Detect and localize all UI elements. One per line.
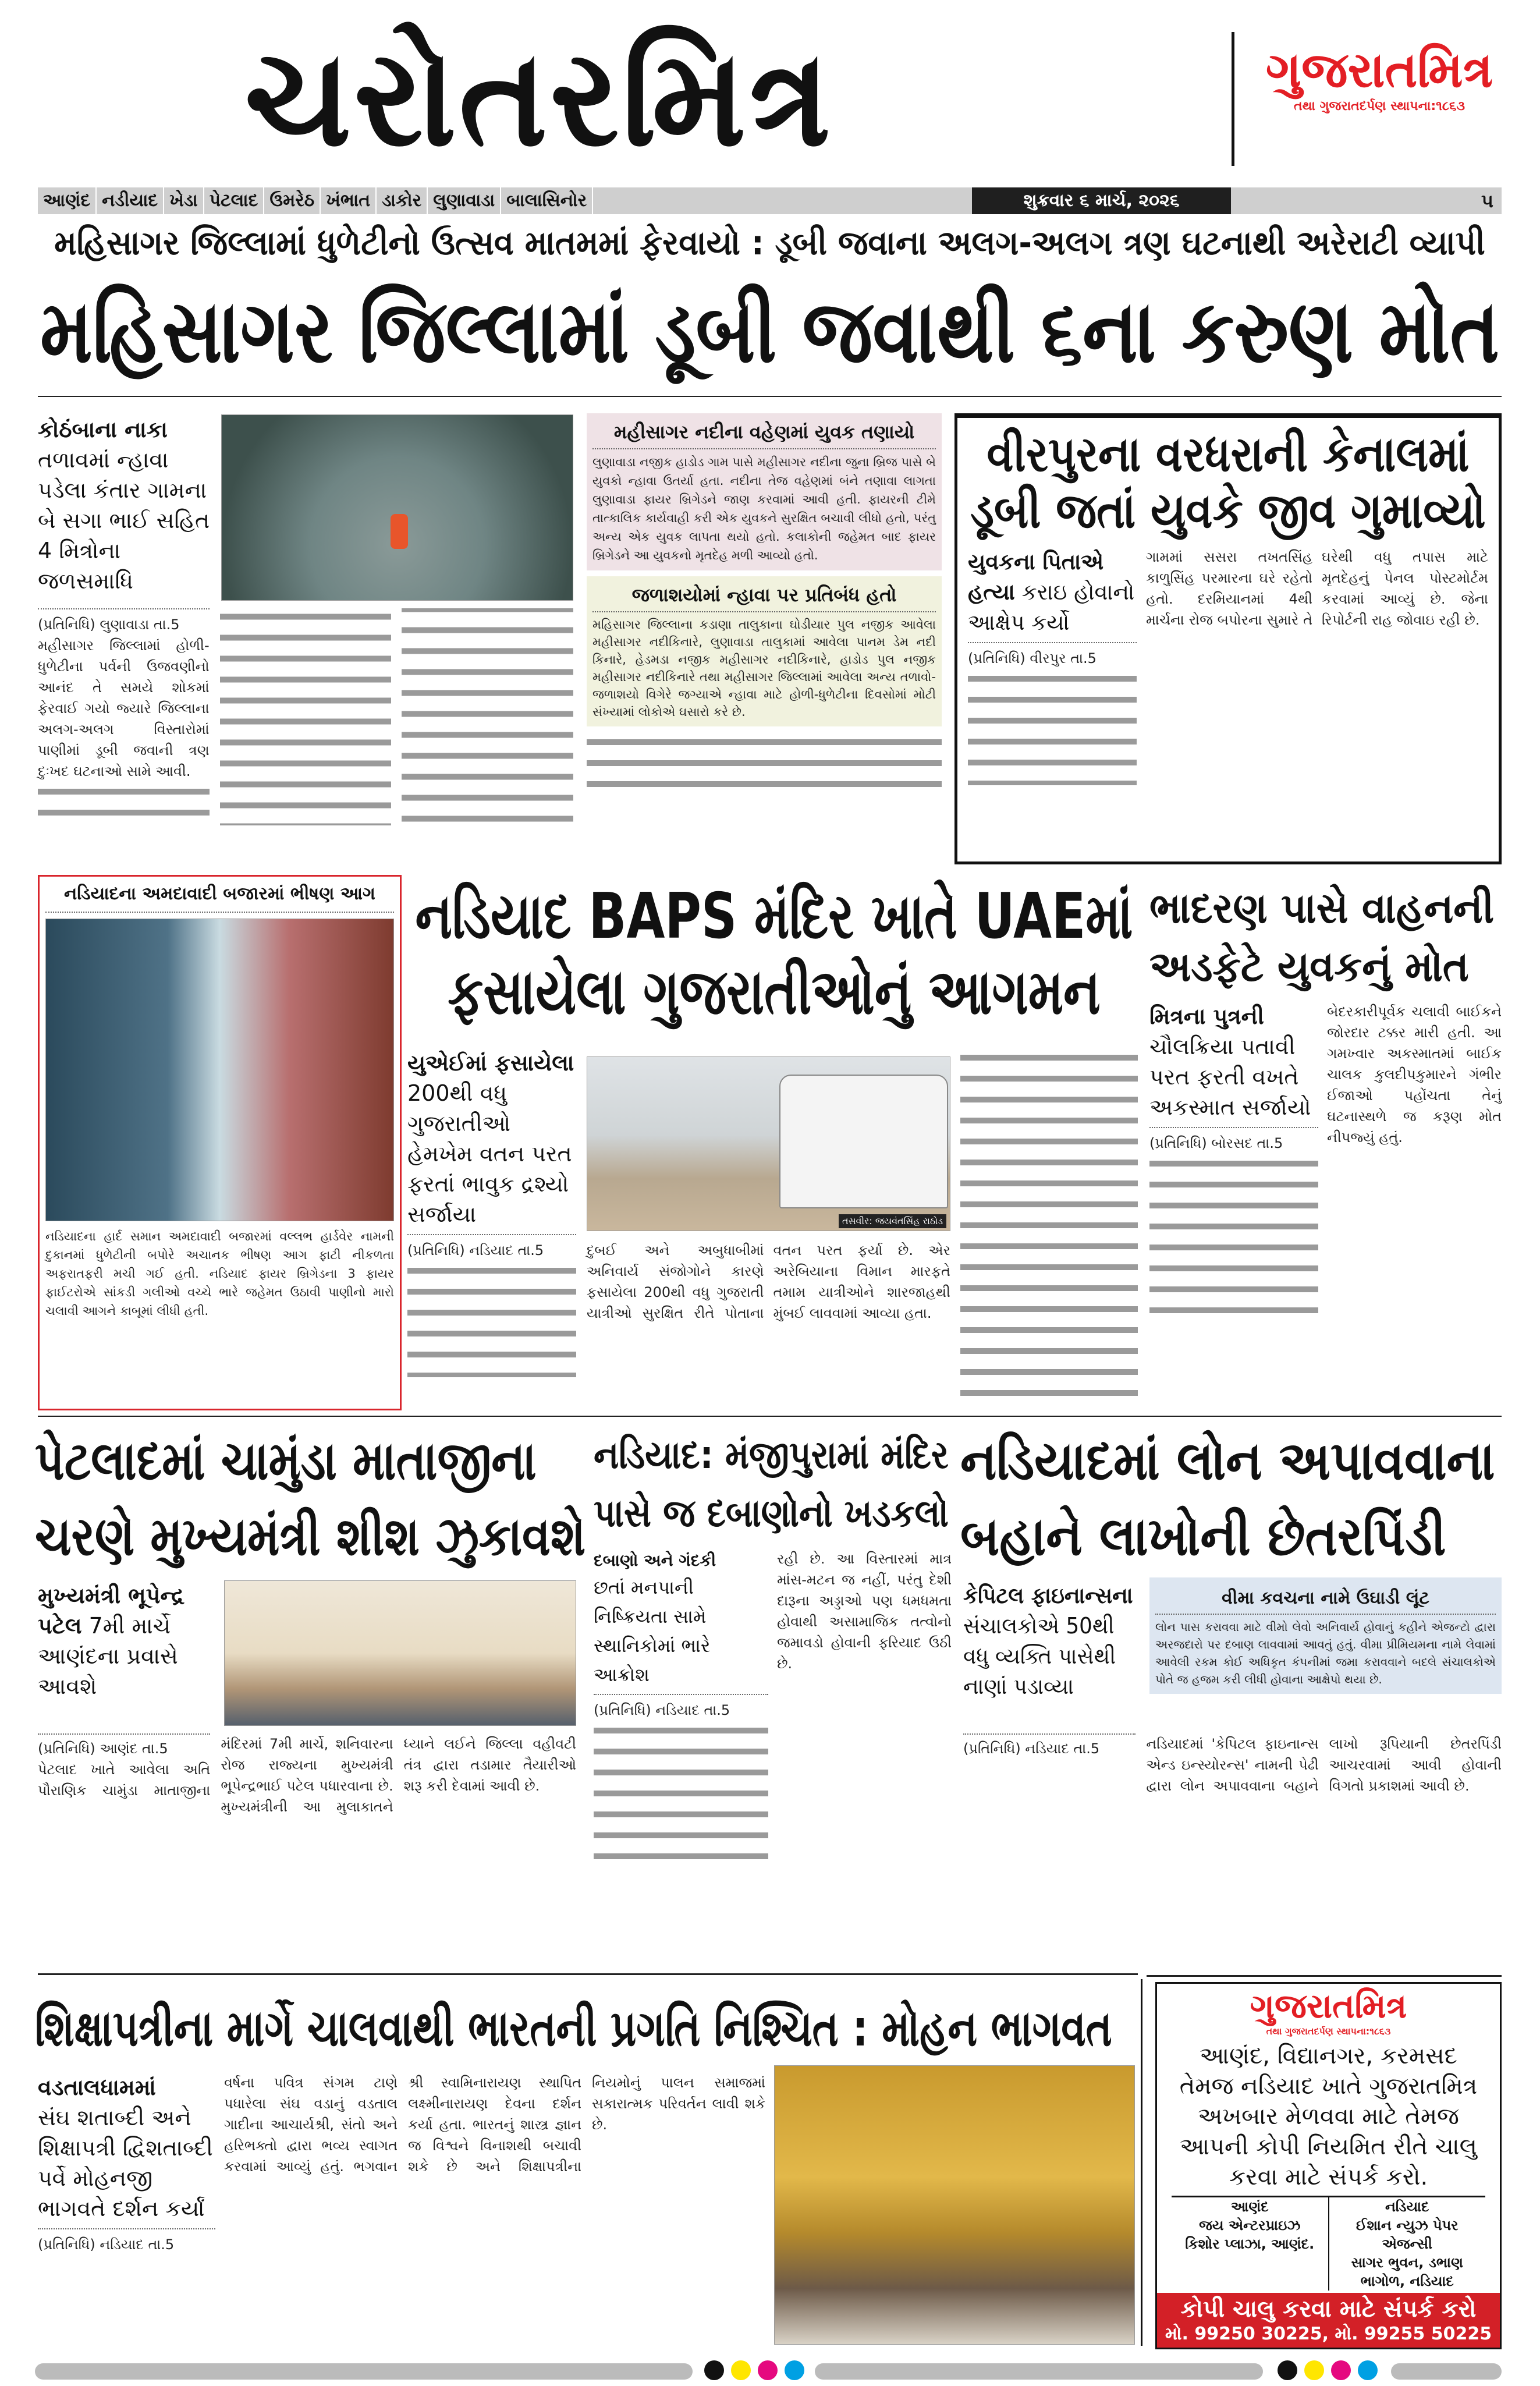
deck-bold: યુવકના પિતાએ હત્યા	[968, 549, 1104, 605]
dotted-rule	[963, 1733, 1136, 1735]
deck-bold: કોઠંબાના નાકા	[38, 417, 168, 442]
bhagwat-deck	[38, 2072, 215, 2255]
ad-logo-tagline: તથા ગુજરાતદર્પણ સ્થાપના:૧૮૬૩	[1266, 2026, 1391, 2037]
agent-address: કિશોર પ્લાઝા, આણંદ.	[1185, 2236, 1315, 2252]
insurance-box	[1149, 1577, 1502, 1694]
virpur-article	[954, 413, 1502, 864]
box-body: લોન પાસ કરાવવા માટે વીમો લેવો અનિવાર્ય હોવાનું કહીને એજન્ટો દ્વારા અરજદારો પર દબાણ લાવવામાં આવતું હતું. વીમા પ્રીમિયમના નામે લેવામાં આવેલી રકમ કોઈ અધિકૃત કંપનીમાં જમા કરાવવાને બદલે સંચાલકોએ પોતે જ હજમ કરી લીધી હોવાના આક્ષેપો થયા છે.	[1155, 1620, 1496, 1686]
yellow-dot	[731, 2360, 751, 2380]
box-title: જળાશયોમાં ન્હાવા પર પ્રતિબંધ હતો	[631, 584, 897, 606]
dotted-rule	[1149, 1127, 1318, 1128]
box-body: મહિસાગર જિલ્લાના કડાણા તાલુકાના ઘોડીયાર પુલ નજીક આવેલા મહીસાગર નદીકિનારે, લુણાવાડા તાલુકામાં આવેલા પાનમ ડેમ નદી કિનારે, હેડમડા નજીક મહીસાગર નદીકિનારે, હાડોડ પુલ નજીક મહીસાગર નદીકિનારે તથા મહીસાગર જિલ્લામાં આવેલા અન્ય તળાવો-જળાશયો વિગેરે જગ્યાએ ન્હાવા માટે હોળી-ધુળેટીના દિવસોમાં મોટી સંખ્યામાં લોકોએ ઘસારો કરે છે.	[592, 618, 936, 719]
nav-item-lunawada[interactable]: લુણાવાડા	[428, 187, 501, 214]
lead-kicker: મહિસાગર જિલ્લામાં ધુળેટીનો ઉત્સવ માતમમાં ફેરવાયો : ડૂબી જવાના અલગ-અલગ ત્રણ ઘટનાથી અરેરાટી વ્યાપી	[54, 223, 1485, 263]
bus-shape	[779, 1075, 948, 1208]
story-body: મહીસાગર જિલ્લામાં હોળી-ધુળેટીના પર્વની ઉજવણીનો આનંદ તે સમયે શોકમાં ફેરવાઈ ગયો જ્યારે જિલ્લાના અલગ-અલગ વિસ્તારોમાં પાણીમાં ડૂબી જવાની ત્રણ દુઃખદ ઘટનાઓ સામે આવી.	[38, 637, 210, 779]
box-river	[587, 413, 942, 570]
deck-text: તળાવમાં ન્હાવા પડેલા કંતાર ગામના બે સગા ભાઈ સહિત 4 મિત્રોના જળસમાધિ	[38, 447, 210, 594]
dateline: (પ્રતિનિધિ) લુણાવાડા તા.5	[38, 616, 180, 633]
dotted-rule	[592, 448, 936, 449]
dotted-rule	[38, 1733, 210, 1735]
deck-bold: યુએઈમાં ફસાયેલા	[407, 1050, 574, 1076]
deck-text: છતાં મનપાની નિષ્ક્રિયતા સામે સ્થાનિકોમાં ભારે આક્રોશ	[594, 1576, 711, 1686]
dotted-rule	[38, 2228, 215, 2229]
article-title: નડિયાદના અમદાવાદી બજારમાં ભીષણ આગ	[64, 884, 375, 904]
registration-bar	[35, 2363, 693, 2380]
lake-rescue-photo	[221, 414, 573, 601]
loan-headline: નડિયાદમાં લોન અપાવવાના બહાને લાખોની છેતરપિંડી	[960, 1430, 1495, 1568]
agent-name: ઈશાન ન્યુઝ પેપર એજન્સી	[1356, 2217, 1459, 2252]
agent-nadiad	[1329, 2197, 1486, 2291]
divider	[38, 1973, 1138, 1975]
cyan-dot	[1358, 2360, 1378, 2380]
loan-deck	[963, 1580, 1138, 1701]
loan-body-columns	[963, 1733, 1502, 1796]
box-continuation	[587, 732, 942, 790]
agent-anand	[1172, 2197, 1329, 2291]
body-lines	[1149, 1154, 1318, 1328]
baps-body: દુબઈ અને અબુધાબીમાં અનિવાર્ય સંજોગોને કારણે ફસાયેલા 200થી વધુ ગુજરાતી યાત્રીઓ સુરક્ષિત રીતે પોતાના વતન પરત ફર્યા છે. એર અરેબિયાના વિમાન મારફતે તમામ યાત્રીઓને શારજાહથી મુંબઈ લાવવામાં આવ્યા હતા.	[587, 1242, 950, 1321]
deck-text: કરાઇ હોવાનો આક્ષેપ કર્યો	[968, 579, 1135, 636]
deck-text: 7મી માર્ચે આણંદના પ્રવાસે આવશે	[38, 1613, 178, 1699]
nav-item-petlad[interactable]: પેટલાદ	[204, 187, 265, 214]
ad-text: આણંદ, વિદ્યાનગર, કરમસદ તેમજ નડિયાદ ખાતે ગુજરાતમિત્ર અખબાર મેળવવા માટે તેમજ આપની કોપી નિયમિત રીતે ચાલુ કરવા માટે સંપર્ક કરો.	[1179, 2043, 1478, 2190]
box-ban	[587, 576, 942, 726]
nav-item-dakor[interactable]: ડાકોર	[377, 187, 428, 214]
buses-photo	[587, 1056, 950, 1231]
article-headline: વીરપુરના વરધરાની કેનાલમાં ડૂબી જતાં યુવકે જીવ ગુમાવ્યો	[970, 426, 1486, 539]
agent-name: જય એન્ટરપ્રાઇઝ	[1199, 2217, 1301, 2233]
yellow-dot	[1304, 2360, 1324, 2380]
deck-bold: મિત્રના પુત્રની	[1149, 1004, 1264, 1029]
dateline: (પ્રતિનિધિ) નડિયાદ તા.5	[594, 1702, 730, 1718]
bhagwat-body: વર્ષના પવિત્ર સંગમ ટાણે પધારેલા સંઘ વડાનું વડતાલ ગાદીના આચાર્યશ્રી, સંતો અને હરિભક્તો દ્વારા ભવ્ય સ્વાગત કરવામાં આવ્યું હતું. ભગવાન શ્રી સ્વામિનારાયણ સ્થાપિત લક્ષ્મીનારાયણ દેવના દર્શન કર્યા હતા. ભારતનું શાસ્ત્ર જ્ઞાન જ વિશ્વને વિનાશથી બચાવી શકે છે અને શિક્ષાપત્રીના નિયમોનું પાલન સમાજમાં સકારાત્મક પરિવર્તન લાવી શકે છે.	[224, 2075, 765, 2175]
body-lines	[594, 1721, 768, 1872]
ad-cta: કોપી ચાલુ કરવા માટે સંપર્ક કરો	[1180, 2296, 1477, 2323]
meeting-photo	[224, 1580, 576, 1726]
deck-text: 200થી વધુ ગુજરાતીઓ હેમખેમ વતન પરત ફરતાં ભાવુક દ્રશ્યો સર્જાયા	[407, 1080, 572, 1227]
black-dot	[704, 2360, 724, 2380]
baps-deck	[407, 1048, 576, 1377]
gujaratmitra-logo	[1251, 41, 1507, 114]
subscription-ad	[1155, 1982, 1502, 2349]
baps-body-col	[960, 1048, 1138, 1409]
fire-photo	[45, 919, 394, 1221]
black-dot	[1278, 2360, 1297, 2380]
ad-phones[interactable]: મો. 99250 30225, મો. 99255 50225	[1165, 2324, 1492, 2344]
petlad-headline: પેટલાદમાં ચામુંડા માતાજીના ચરણે મુખ્યમંત્રી શીશ ઝુકાવશે	[35, 1430, 586, 1568]
lead-side-boxes	[587, 413, 942, 790]
dateline: (પ્રતિનિધિ) નડિયાદ તા.5	[407, 1242, 544, 1258]
divider	[38, 396, 1502, 397]
agent-address: સાગર ભુવન, ડભાણ ભાગોળ, નડિયાદ	[1351, 2254, 1463, 2289]
bhadran-headline: ભાદરણ પાસે વાહનની અડફેટે યુવકનું મોત	[1149, 884, 1495, 991]
dateline: (પ્રતિનિધિ) નડિયાદ તા.5	[38, 2236, 175, 2253]
registration-dots-right	[1278, 2360, 1378, 2380]
nav-item-balasinor[interactable]: બાલાસિનોર	[501, 187, 593, 214]
article-body: નડિયાદના હાર્દ સમાન અમદાવાદી બજારમાં વલ્લભ હાર્ડવેર નામની દુકાનમાં ધુળેટીની બપોરે અચાનક ભીષણ આગ ફાટી નીકળતા અફરાતફરી મચી ગઈ હતી. નડિયાદ ફાયર બ્રિગેડના 3 ફાયર ફાઈટરોએ સાંકડી ગલીઓ વચ્ચે ભારે જહેમત ઉઠાવી પાણીનો મારો ચલાવી આગને કાબૂમાં લીધી હતી.	[45, 1229, 394, 1318]
box-title: વીમા કવચના નામે ઉઘાડી લૂંટ	[1222, 1588, 1429, 1608]
rescuer-figure	[391, 514, 408, 549]
dateline: (પ્રતિનિધિ) વીરપુર તા.5	[968, 650, 1097, 667]
temple-photo	[774, 2065, 1135, 2345]
issue-date: શુક્રવાર ૬ માર્ચ, ૨૦૨૬	[972, 187, 1231, 214]
cyan-dot	[785, 2360, 804, 2380]
edition-nav	[38, 187, 1502, 214]
dateline: (પ્રતિનિધિ) બોરસદ તા.5	[1149, 1135, 1283, 1151]
fire-article	[38, 875, 402, 1410]
dotted-rule	[1155, 1614, 1496, 1615]
agent-city: નડિયાદ	[1385, 2199, 1429, 2215]
deck-text: સંઘ શતાબ્દી અને શિક્ષાપત્રી દ્વિશતાબ્દી પર્વે મોહનજી ભાગવતે દર્શન કર્યાં	[38, 2105, 213, 2221]
dotted-rule	[38, 608, 210, 609]
masthead-title: ચરોતરમિત્ર	[244, 21, 833, 176]
registration-bar	[1391, 2363, 1502, 2380]
dotted-rule	[45, 912, 394, 913]
manjipura-body: રહી છે. આ વિસ્તારમાં માત્ર માંસ-મટન જ નહીં, પરંતુ દેશી દારૂના અડ્ડાઓ પણ ધમધમતા હોવાથી અસામાજિક તત્વોનો જમાવડો હોવાની ફરિયાદ ઉઠી છે.	[777, 1551, 952, 1672]
manjipura-deck	[594, 1548, 768, 1872]
dotted-rule	[592, 611, 936, 612]
dateline: (પ્રતિનિધિ) નડિયાદ તા.5	[963, 1740, 1100, 1757]
photo-credit: તસવીર: જયવંતસિંહ રાઠોડ	[839, 1214, 946, 1228]
masthead-divider	[1232, 32, 1234, 166]
lead-headline: મહિસાગર જિલ્લામાં ડૂબી જવાથી ૬ના કરુણ મોત	[40, 281, 1500, 382]
box-body: લુણાવાડા નજીક હાડોડ ગામ પાસે મહીસાગર નદીના જુના બ્રિજ પાસે બે યુવકો ન્હાવા ઉતર્યા હતા. નદીના તેજ વહેણમાં બંને તણાવા લાગતા લુણાવાડા ફાયર બ્રિગેડને જાણ કરવામાં આવી હતી. ફાયરની ટીમે તાત્કાલિક કાર્યવાહી કરી એક યુવકને સુરક્ષિત બચાવી લીધો હતો, પરંતુ અન્ય એક યુવક લાપતા થયો હતો. કલાકોની જહેમત બાદ ફાયર બ્રિગેડને આ યુવકનો મૃતદેહ મળી આવ્યો હતો.	[592, 455, 936, 562]
ad-cta-bar	[1157, 2293, 1500, 2348]
divider-vertical	[1141, 1979, 1142, 2346]
nav-item-umreth[interactable]: ઉમરેઠ	[264, 187, 321, 214]
lead-story-deck	[38, 414, 212, 596]
magenta-dot	[1331, 2360, 1351, 2380]
logo-text: ગુજરાતમિત્ર	[1265, 41, 1493, 98]
divider	[1147, 1975, 1502, 1977]
divider	[38, 1416, 1502, 1417]
dateline: (પ્રતિનિધિ) આણંદ તા.5	[38, 1740, 168, 1757]
dotted-rule	[407, 1234, 576, 1235]
body-lines	[968, 669, 1137, 785]
magenta-dot	[758, 2360, 778, 2380]
agent-city: આણંદ	[1230, 2199, 1269, 2215]
registration-dots-left	[704, 2360, 804, 2380]
deck-bold: મુખ્યમંત્રી ભૂપેન્દ્ર પટેલ	[38, 1583, 184, 1639]
bhadran-deck	[1149, 1001, 1318, 1328]
petlad-deck	[38, 1580, 212, 1701]
nav-item-kheda[interactable]: ખેડા	[164, 187, 204, 214]
deck-bold: કેપિટલ ફાઇનાન્સના	[963, 1583, 1133, 1608]
dotted-rule	[968, 642, 1137, 643]
nav-item-nadiad[interactable]: નડીયાદ	[97, 187, 164, 214]
petlad-body-columns	[38, 1733, 576, 1817]
bhagwat-headline: શિક્ષાપત્રીના માર્ગે ચાલવાથી ભારતની પ્રગતિ નિશ્ચિત : મોહન ભાગવત	[35, 1999, 1112, 2058]
logo-tagline: તથા ગુજરાતદર્પણ સ્થાપના:૧૮૬૩	[1293, 99, 1465, 114]
nav-item-khambhat[interactable]: ખંભાત	[321, 187, 377, 214]
baps-headline: નડિયાદ BAPS મંદિર ખાતે UAEમાં ફસાયેલા ગુજરાતીઓનું આગમન	[415, 880, 1133, 1029]
deck-bold: દબાણો અને ગંદકી	[594, 1551, 716, 1570]
lead-body-columns	[38, 608, 573, 825]
petlad-body: પેટલાદ ખાતે આવેલા અતિ પૌરાણિક ચામુંડા માતાજીના મંદિરમાં 7મી માર્ચે, શનિવારના રોજ રાજ્યના મુખ્યમંત્રી ભૂપેન્દ્રભાઈ પટેલ પધારવાના છે. મુખ્યમંત્રીની આ મુલાકાતને ધ્યાને લઈને જિલ્લા વહીવટી તંત્ર દ્વારા તડામાર તૈયારીઓ શરૂ કરી દેવામાં આવી છે.	[38, 1736, 576, 1815]
loan-body: નડિયાદમાં 'કેપિટલ ફાઇનાન્સ એન્ડ ઇન્સ્યોરન્સ' નામની પેઢી દ્વારા લોન અપાવવાના બહાને લાખો રૂપિયાની છેતરપિંડી આચરવામાં આવી હોવાની વિગતો પ્રકાશમાં આવી છે.	[1146, 1736, 1502, 1794]
manjipura-headline: નડિયાદ: મંજીપુરામાં મંદિર પાસે જ દબાણોનો ખડકલો	[594, 1433, 949, 1536]
nav-item-anand[interactable]: આણંદ	[38, 187, 97, 214]
deck-bold: વડતાલધામમાં	[38, 2075, 156, 2100]
article-body: ગામમાં સસરા તખતસિંહ કાળુસિંહ પરમારના ઘરે રહેતો હતો. દરમિયાનમાં 4થી માર્ચના રોજ બપોરના સુમારે તે ઘરેથી વધુ તપાસ માટે મૃતદેહનું પેનલ પોસ્ટમોર્ટમ કરવામાં આવ્યું છે. જેના રિપોર્ટની રાહ જોવાઇ રહી છે.	[1146, 549, 1488, 629]
body-lines	[407, 1261, 576, 1377]
ad-logo: ગુજરાતમિત્ર	[1250, 1986, 1407, 2026]
bhadran-body: બેદરકારીપૂર્વક ચલાવી બાઈકને જોરદાર ટક્કર મારી હતી. આ ગમખ્વાર અકસ્માતમાં બાઈક ચાલક કુલદીપકુમારને ગંભીર ઈજાઓ પહોંચતા તેનું ઘટનાસ્થળે જ કરૂણ મોત નીપજ્યું હતું.	[1327, 1004, 1502, 1146]
page-number: ૫	[1481, 190, 1493, 212]
registration-bar	[815, 2363, 1263, 2380]
deck-text: ચૌલક્રિયા પતાવી પરત ફરતી વખતે અકસ્માત સર્જાયો	[1149, 1034, 1311, 1120]
dotted-rule	[594, 1694, 768, 1695]
box-title: મહીસાગર નદીના વહેણમાં યુવક તણાયો	[613, 421, 915, 443]
deck-text: સંચાલકોએ 50થી વધુ વ્યક્તિ પાસેથી નાણાં પડાવ્યા	[963, 1613, 1116, 1699]
